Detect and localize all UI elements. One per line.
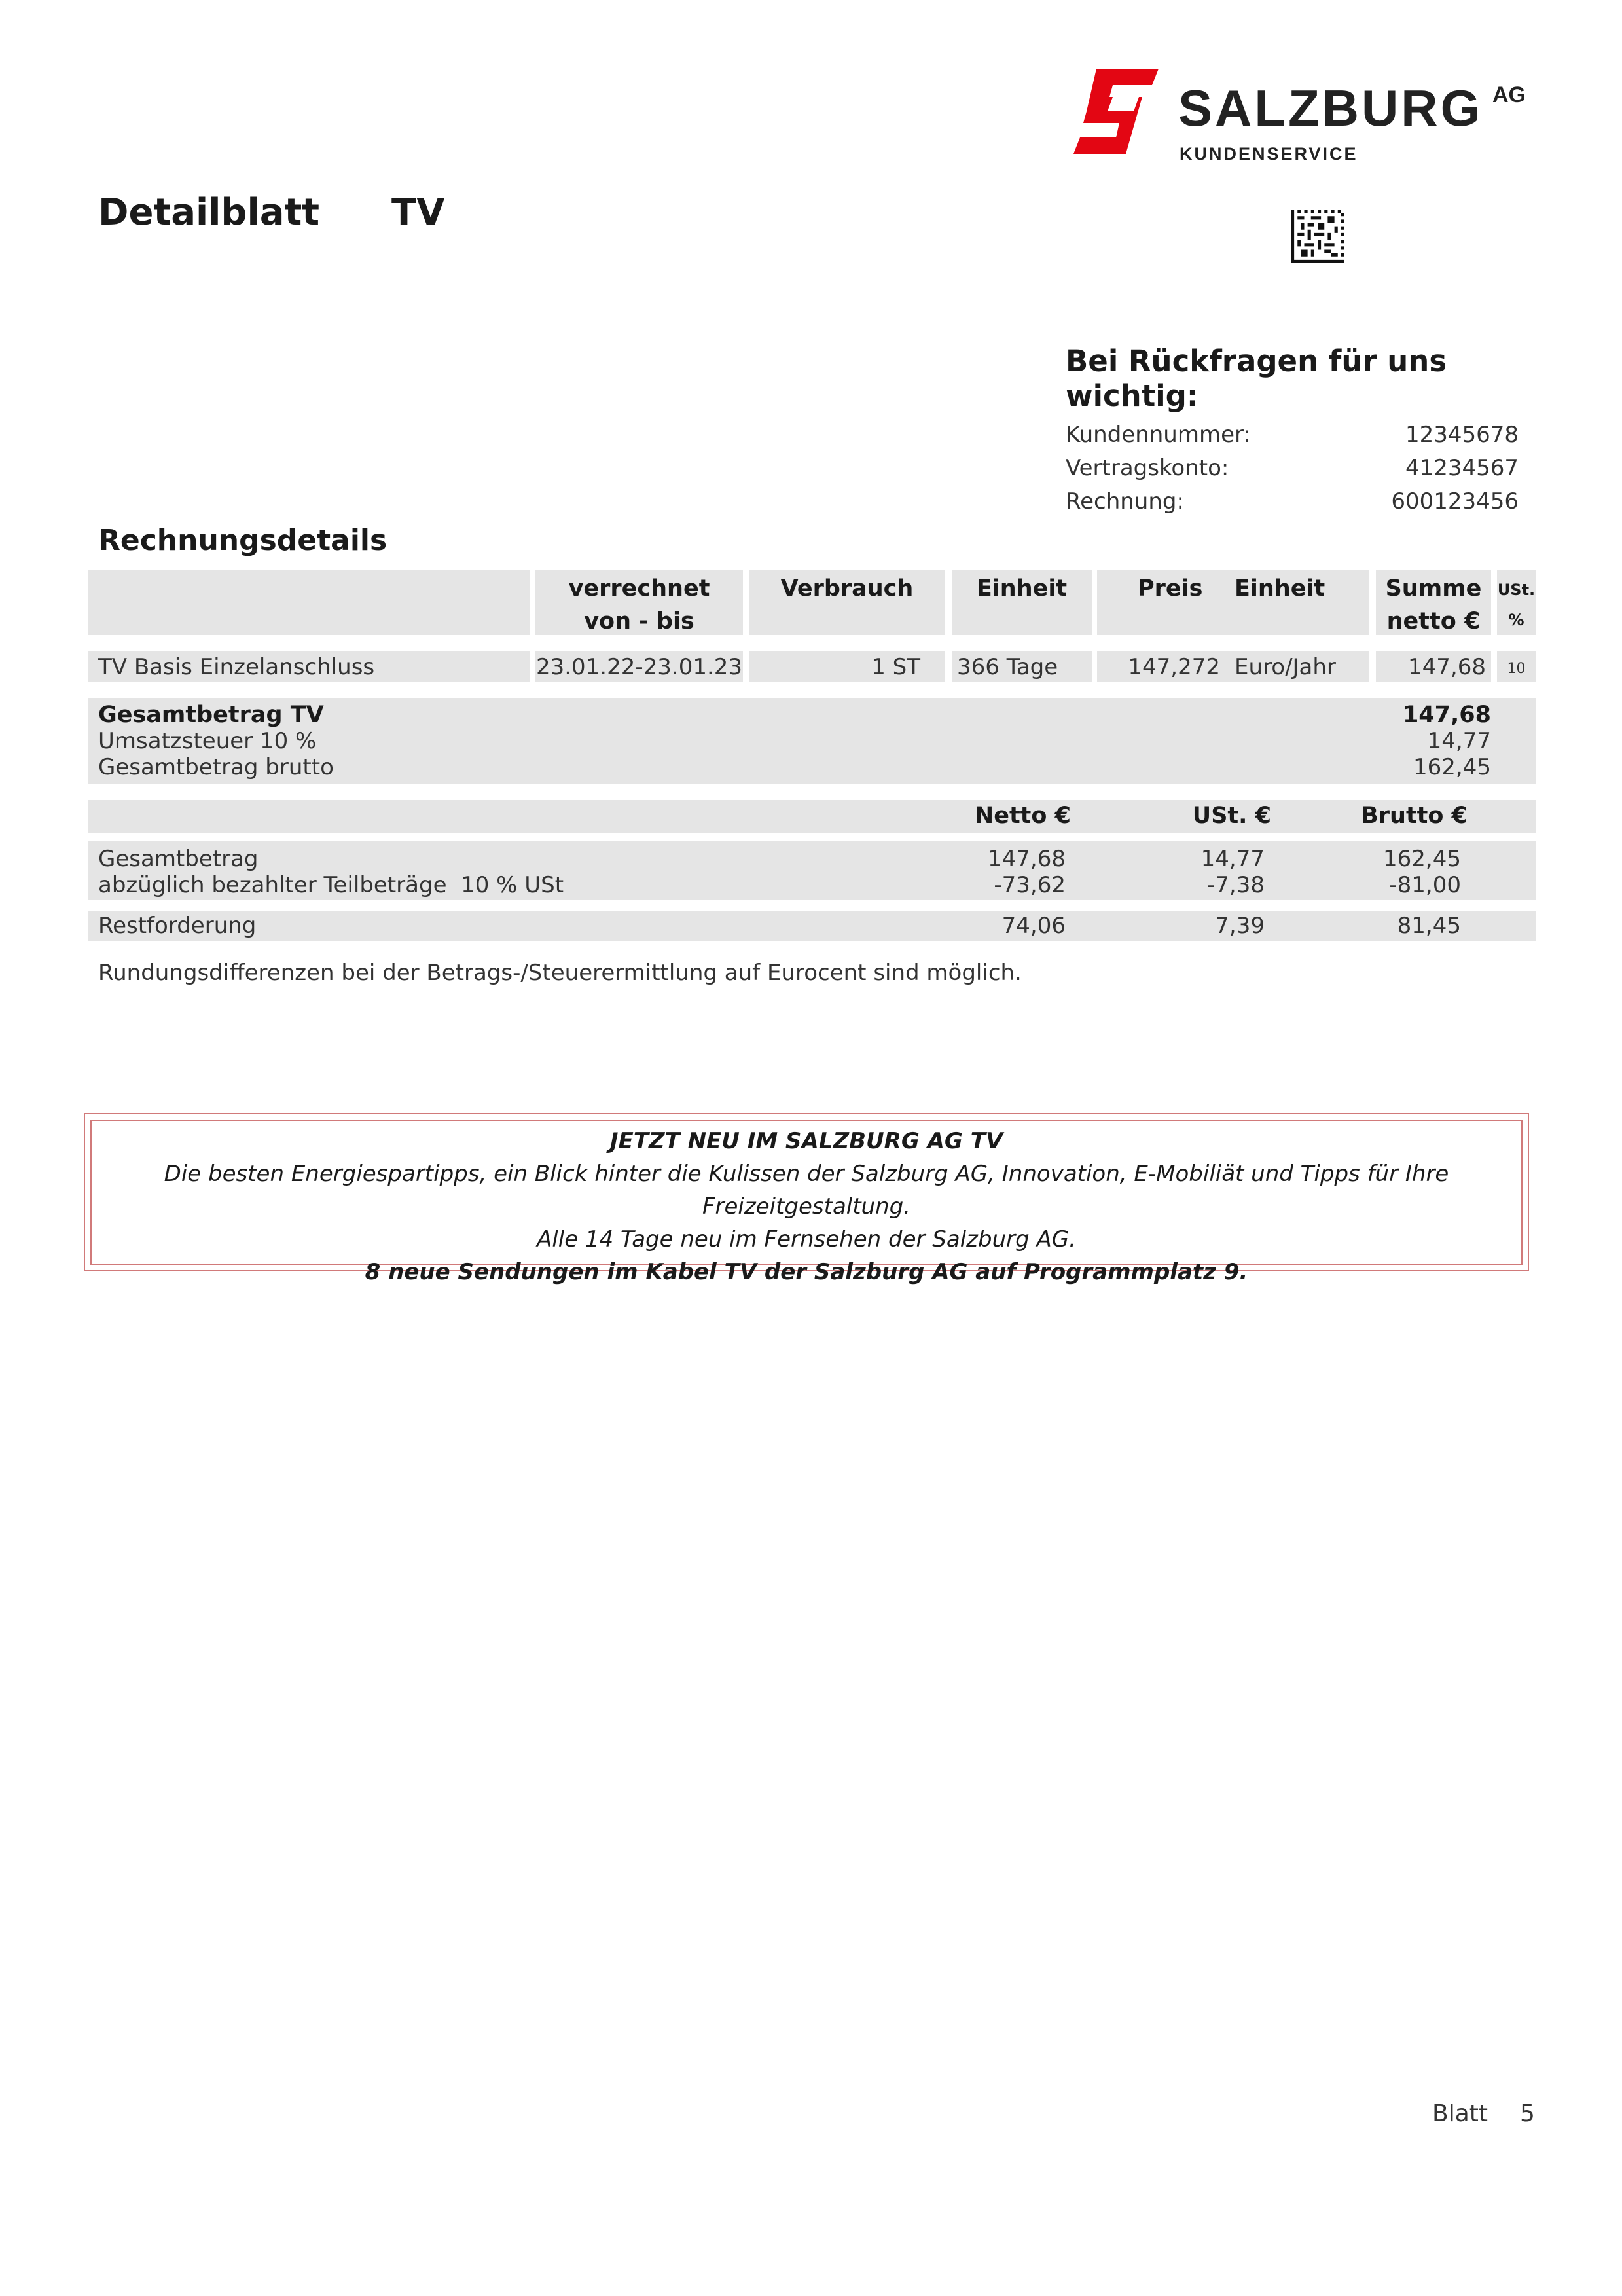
item-unit: 366 Tage <box>957 654 1058 680</box>
vat-value: 14,77 <box>1427 728 1491 754</box>
header-price-unit: Einheit <box>1235 575 1325 602</box>
footer-page-number: 5 <box>1520 2100 1535 2127</box>
summary-header-ust: USt. € <box>1192 803 1271 829</box>
item-usage: 1 ST <box>871 654 920 680</box>
item-price: 147,272 <box>1128 654 1220 680</box>
item-vat: 10 <box>1507 661 1526 677</box>
contact-label: Vertragskonto: <box>1066 455 1229 481</box>
item-period: 23.01.22-23.01.23 <box>535 654 743 680</box>
item-price-unit: Euro/Jahr <box>1235 654 1336 680</box>
promo-channel: 8 neue Sendungen im Kabel TV der Salzburg AG auf Programmplatz 9. <box>365 1259 1248 1285</box>
summary-header <box>88 800 1536 833</box>
item-sum: 147,68 <box>1408 654 1486 680</box>
contact-row-account <box>1066 452 1519 485</box>
item-cell-sum <box>1376 651 1491 682</box>
item-cell-vat <box>1497 651 1536 682</box>
rest-row <box>88 911 1536 941</box>
contact-row-customer <box>1066 418 1519 452</box>
logo-suffix: AG <box>1492 82 1526 107</box>
header-usage: Verbrauch <box>780 575 914 602</box>
header-cell-price <box>1097 570 1369 635</box>
contact-title: Bei Rückfragen für uns wichtig: <box>1066 344 1447 413</box>
summary-partial-ust: -7,38 <box>1207 872 1265 898</box>
contact-value: 12345678 <box>1405 422 1519 448</box>
item-name: TV Basis Einzelanschluss <box>98 654 375 680</box>
header-sum-line2: netto € <box>1386 608 1481 634</box>
rest-label: Restforderung <box>98 913 257 939</box>
header-vat-line1: USt. <box>1497 581 1536 599</box>
rest-ust: 7,39 <box>1215 913 1265 939</box>
item-cell-name <box>88 651 530 682</box>
total-value: 147,68 <box>1402 702 1491 728</box>
promo-box <box>90 1125 1523 1288</box>
header-cell-sum <box>1376 570 1491 635</box>
contact-label: Rechnung: <box>1066 488 1184 515</box>
summary-partial-brutto: -81,00 <box>1389 872 1461 898</box>
header-sum-line1: Summe <box>1385 575 1482 602</box>
header-cell-usage <box>749 570 945 635</box>
gross-value: 162,45 <box>1413 754 1491 780</box>
summary-header-brutto: Brutto € <box>1361 803 1468 829</box>
rounding-note: Rundungsdifferenzen bei der Betrags-/Steuerermittlung auf Eurocent sind möglich. <box>98 960 1022 986</box>
item-cell-price <box>1097 651 1369 682</box>
summary-partial-label: abzüglich bezahlter Teilbeträge 10 % USt <box>98 872 564 898</box>
promo-schedule: Alle 14 Tage neu im Fernsehen der Salzburg AG. <box>537 1226 1076 1252</box>
summary-total-brutto: 162,45 <box>1383 846 1461 872</box>
item-cell-unit <box>952 651 1092 682</box>
contact-block <box>1066 344 1519 519</box>
footer-sheet-label: Blatt <box>1432 2100 1488 2127</box>
rest-netto: 74,06 <box>1001 913 1066 939</box>
promo-description: Die besten Energiespartipps, ein Blick hinter die Kulissen der Salzburg AG, Innovation, E-Mobiliät und Tipps für Ihre Freizeitgestaltung. <box>164 1161 1449 1220</box>
header-cell-vat <box>1497 570 1536 635</box>
promo-headline: JETZT NEU IM SALZBURG AG TV <box>609 1128 1003 1154</box>
summary-total-label: Gesamtbetrag <box>98 846 259 872</box>
header-cell-unit <box>952 570 1092 635</box>
contact-row-invoice <box>1066 485 1519 519</box>
header-period-line1: verrechnet <box>568 575 710 602</box>
header-cell-period <box>535 570 743 635</box>
item-cell-usage <box>749 651 945 682</box>
vat-label: Umsatzsteuer 10 % <box>98 728 317 754</box>
logo-subtitle: KUNDENSERVICE <box>1180 144 1358 164</box>
summary-header-netto: Netto € <box>974 803 1071 829</box>
rest-brutto: 81,45 <box>1397 913 1461 939</box>
company-logo <box>1073 65 1545 177</box>
total-label: Gesamtbetrag TV <box>98 702 324 728</box>
summary-partial-netto: -73,62 <box>994 872 1066 898</box>
summary-total-ust: 14,77 <box>1200 846 1265 872</box>
summary-body <box>88 841 1536 900</box>
page-title-type: TV <box>391 191 445 234</box>
contact-value: 600123456 <box>1391 488 1519 515</box>
header-unit: Einheit <box>976 575 1068 602</box>
header-price: Preis <box>1138 575 1203 602</box>
header-period-line2: von - bis <box>584 608 694 634</box>
header-vat-line2: % <box>1508 611 1524 629</box>
gross-label: Gesamtbetrag brutto <box>98 754 334 780</box>
section-title: Rechnungsdetails <box>98 524 387 557</box>
datamatrix-code-icon <box>1291 210 1344 263</box>
contact-value: 41234567 <box>1405 455 1519 481</box>
logo-brand: SALZBURG <box>1178 79 1483 137</box>
totals-block <box>88 698 1536 784</box>
header-cell-description <box>88 570 530 635</box>
page-title: Detailblatt <box>98 191 320 234</box>
contact-label: Kundennummer: <box>1066 422 1251 448</box>
logo-mark-icon <box>1073 65 1165 157</box>
summary-total-netto: 147,68 <box>988 846 1066 872</box>
item-cell-period <box>535 651 743 682</box>
